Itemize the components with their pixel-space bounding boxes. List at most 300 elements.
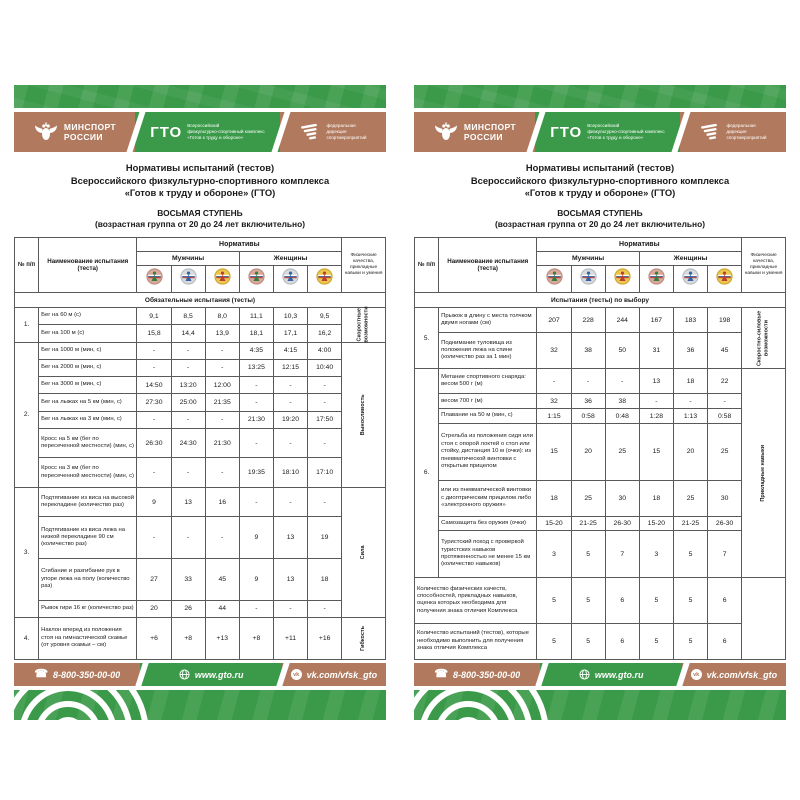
table-row xyxy=(15,377,386,394)
norm-value: - xyxy=(273,600,307,617)
row-number: 1. xyxy=(15,308,39,343)
norm-value: - xyxy=(239,377,273,394)
norm-value: +11 xyxy=(273,618,307,660)
test-name: Бег на 3000 м (мин, с) xyxy=(39,377,137,394)
top-decor-band xyxy=(14,85,386,108)
norm-value: 26-30 xyxy=(708,516,742,531)
norm-value: 4:15 xyxy=(273,342,307,359)
norm-value: 228 xyxy=(571,308,605,333)
test-name: Бег на лыжах на 3 км (мин, с) xyxy=(39,411,137,428)
norm-value: 22 xyxy=(708,369,742,394)
table-row xyxy=(15,458,386,488)
norm-value: 12:00 xyxy=(205,377,239,394)
norm-value: - xyxy=(205,359,239,376)
norm-value: 32 xyxy=(537,394,571,409)
norm-value: - xyxy=(171,517,205,559)
page-left xyxy=(14,85,386,720)
summary-value: 5 xyxy=(639,577,673,623)
norm-value: 20 xyxy=(137,600,171,617)
norm-value: 15,8 xyxy=(137,325,171,342)
norm-value: 25 xyxy=(708,423,742,480)
norm-value: 167 xyxy=(639,308,673,333)
medal-silver-icon xyxy=(673,266,707,293)
gto-subtitle xyxy=(587,123,664,141)
norm-value: 16,2 xyxy=(308,325,342,342)
contact-website xyxy=(140,663,281,686)
norm-value: 31 xyxy=(639,333,673,369)
norm-value: 17:10 xyxy=(308,458,342,488)
norm-value: 50 xyxy=(605,333,639,369)
row-number: 6. xyxy=(415,369,439,578)
quality-label-text: Прикладные навыки xyxy=(760,444,767,502)
arc-decor xyxy=(414,690,549,720)
norm-value: 13:20 xyxy=(171,377,205,394)
logo-band xyxy=(14,112,386,152)
fed-direction-logo xyxy=(280,112,386,152)
test-name: Прыжок в длину с места толчком двумя ногами (см) xyxy=(439,308,537,333)
section-title: Испытания (тесты) по выбору xyxy=(415,293,786,308)
norm-value: 15-20 xyxy=(537,516,571,531)
minsport-label xyxy=(464,122,516,142)
website-url: www.gto.ru xyxy=(594,669,644,680)
norm-value: 13 xyxy=(171,487,205,517)
norm-value: 26-30 xyxy=(605,516,639,531)
table-row xyxy=(415,394,786,409)
phone-number: 8-800-350-00-00 xyxy=(53,669,121,680)
table-row xyxy=(15,308,386,325)
fed-direction-label xyxy=(726,123,766,141)
col-header-women: Женщины xyxy=(239,252,341,266)
norm-value: 25 xyxy=(673,480,707,516)
test-name: весом 700 г (м) xyxy=(439,394,537,409)
norm-value: - xyxy=(239,394,273,411)
row-number: 3. xyxy=(15,487,39,617)
col-header-quality: Физические качества, прикладные навыки и умения xyxy=(342,238,386,293)
quality-label xyxy=(342,308,386,343)
test-name: Бег на 60 м (с) xyxy=(39,308,137,325)
stage-title: ВОСЬМАЯ СТУПЕНЬ xyxy=(557,207,643,218)
medal-gold-icon xyxy=(605,266,639,293)
norm-value: - xyxy=(537,369,571,394)
summary-value: 6 xyxy=(708,577,742,623)
norm-value: 18,1 xyxy=(239,325,273,342)
norm-value: 5 xyxy=(571,531,605,577)
summary-value: 6 xyxy=(605,624,639,660)
norm-value: 0:48 xyxy=(605,409,639,424)
norm-value: 3 xyxy=(639,531,673,577)
quality-label xyxy=(742,308,786,369)
table-row xyxy=(415,516,786,531)
contact-phone xyxy=(414,663,540,686)
minsport-logo xyxy=(414,112,535,152)
quality-label xyxy=(342,487,386,617)
summary-value: 5 xyxy=(639,624,673,660)
col-header-name: Наименование испытания (теста) xyxy=(39,238,137,293)
test-name: Метание спортивного снаряда: весом 500 г (м) xyxy=(439,369,537,394)
norm-value: 17,1 xyxy=(273,325,307,342)
norm-value: 18 xyxy=(537,480,571,516)
doc-title-line2: Всероссийского физкультурно-спортивного комплекса xyxy=(470,174,730,186)
norm-value: 15-20 xyxy=(639,516,673,531)
row-number: 2. xyxy=(15,342,39,487)
table-row xyxy=(15,325,386,342)
norm-value: 1:28 xyxy=(639,409,673,424)
norm-value: 30 xyxy=(708,480,742,516)
globe-icon xyxy=(579,669,590,680)
phone-icon: ☎ xyxy=(434,668,449,680)
test-name: Бег на 1000 м (мин, с) xyxy=(39,342,137,359)
norm-value: 15 xyxy=(537,423,571,480)
quality-empty-cell xyxy=(742,577,786,659)
norm-value: - xyxy=(639,394,673,409)
vk-url: vk.com/vfsk_gto xyxy=(706,669,778,680)
doc-title-line3: «Готов к труду и обороне» (ГТО) xyxy=(124,187,276,198)
norm-value: 13,9 xyxy=(205,325,239,342)
norm-value: 14:50 xyxy=(137,377,171,394)
contact-website xyxy=(540,663,681,686)
norm-value: - xyxy=(205,517,239,559)
norm-value: - xyxy=(239,487,273,517)
contact-vk xyxy=(682,663,786,686)
col-header-quality: Физические качества, прикладные навыки и умения xyxy=(742,238,786,293)
norm-value: 13 xyxy=(639,369,673,394)
fed-direction-icon xyxy=(699,121,721,143)
medal-gold-icon xyxy=(308,266,342,293)
norm-value: +6 xyxy=(137,618,171,660)
summary-row xyxy=(415,577,786,623)
norm-value: - xyxy=(205,342,239,359)
norm-value: 45 xyxy=(205,559,239,601)
norm-value: 5 xyxy=(673,531,707,577)
norm-value: 19 xyxy=(308,517,342,559)
table-row xyxy=(15,411,386,428)
minsport-label xyxy=(64,122,116,142)
norm-value: 7 xyxy=(605,531,639,577)
fed-direction-label xyxy=(326,123,366,141)
norm-value: 13 xyxy=(273,559,307,601)
norm-value: 24:30 xyxy=(171,428,205,458)
logo-band xyxy=(414,112,786,152)
norm-value: 18 xyxy=(673,369,707,394)
norm-value: 20 xyxy=(571,423,605,480)
norm-value: 0:58 xyxy=(708,409,742,424)
stage-subtitle: (возрастная группа от 20 до 24 лет включительно) xyxy=(494,218,706,229)
norm-value: 18 xyxy=(308,559,342,601)
quality-label xyxy=(742,369,786,578)
vk-url: vk.com/vfsk_gto xyxy=(306,669,378,680)
fed-line1: федеральная xyxy=(326,123,356,128)
test-name: Поднимание туловища из положения лежа на спине (количество раз за 1 мин) xyxy=(439,333,537,369)
norm-value: 16 xyxy=(205,487,239,517)
test-name: Подтягивание из виса на высокой перекладине (количество раз) xyxy=(39,487,137,517)
norm-value: 26 xyxy=(171,600,205,617)
norm-value: 9 xyxy=(239,559,273,601)
col-header-num: № п/п xyxy=(15,238,39,293)
norm-value: 19:35 xyxy=(239,458,273,488)
test-name: Бег на лыжах на 5 км (мин, с) xyxy=(39,394,137,411)
medal-silver-icon xyxy=(273,266,307,293)
summary-value: 5 xyxy=(673,624,707,660)
standards-table xyxy=(14,237,386,660)
norm-value: 21:30 xyxy=(239,411,273,428)
norm-value: 244 xyxy=(605,308,639,333)
doc-title-line1: Нормативы испытаний (тестов) xyxy=(125,162,275,173)
contact-strip xyxy=(14,663,386,686)
test-name: Наклон вперед из положения стоя на гимнастической скамье (от уровня скамьи – см) xyxy=(39,618,137,660)
norm-value: 36 xyxy=(571,394,605,409)
norm-value: 183 xyxy=(673,308,707,333)
medal-bronze-icon xyxy=(639,266,673,293)
medal-bronze-icon xyxy=(239,266,273,293)
norm-value: 21-25 xyxy=(571,516,605,531)
summary-value: 6 xyxy=(708,624,742,660)
table-row xyxy=(415,423,786,480)
fed-direction-icon xyxy=(299,121,321,143)
col-header-men: Мужчины xyxy=(137,252,239,266)
globe-icon xyxy=(179,669,190,680)
norm-value: - xyxy=(137,517,171,559)
table-row xyxy=(15,618,386,660)
norm-value: 10:40 xyxy=(308,359,342,376)
quality-label xyxy=(342,618,386,660)
norm-value: 11,1 xyxy=(239,308,273,325)
gto-line3: «Готов к труду и обороне» xyxy=(587,135,644,140)
minsport-line2: РОССИИ xyxy=(463,132,503,142)
medal-bronze-icon xyxy=(137,266,171,293)
phone-number: 8-800-350-00-00 xyxy=(453,669,521,680)
norm-value: - xyxy=(273,394,307,411)
top-decor-band xyxy=(414,85,786,108)
norm-value: 33 xyxy=(171,559,205,601)
summary-value: 5 xyxy=(537,624,571,660)
test-name: Бег на 100 м (с) xyxy=(39,325,137,342)
norm-value: +8 xyxy=(239,618,273,660)
minsport-eagle-icon xyxy=(33,120,59,144)
phone-icon: ☎ xyxy=(34,668,49,680)
stage-subtitle: (возрастная группа от 20 до 24 лет включительно) xyxy=(94,218,306,229)
summary-value: 5 xyxy=(673,577,707,623)
table-row xyxy=(15,559,386,601)
norm-value: 38 xyxy=(571,333,605,369)
norm-value: +13 xyxy=(205,618,239,660)
norm-value: 18:10 xyxy=(273,458,307,488)
norm-value: 30 xyxy=(605,480,639,516)
norm-value: 13 xyxy=(273,517,307,559)
test-name: Бег на 2000 м (мин, с) xyxy=(39,359,137,376)
norm-value: - xyxy=(708,394,742,409)
norm-value: 19:20 xyxy=(273,411,307,428)
table-row xyxy=(15,517,386,559)
norm-value: 1:15 xyxy=(537,409,571,424)
norm-value: - xyxy=(605,369,639,394)
summary-value: 5 xyxy=(537,577,571,623)
norm-value: 12:15 xyxy=(273,359,307,376)
arc-decor xyxy=(14,690,149,720)
fed-line3: спортмероприятий xyxy=(326,135,367,140)
norm-value: - xyxy=(273,428,307,458)
section-title: Обязательные испытания (тесты) xyxy=(15,293,386,308)
row-number: 5. xyxy=(415,308,439,369)
summary-label: Количество испытаний (тестов), которые необходимо выполнить для получения знака отличия Комплекса xyxy=(415,624,537,660)
test-name: Рывок гири 16 кг (количество раз) xyxy=(39,600,137,617)
table-row xyxy=(15,600,386,617)
norm-value: 10,3 xyxy=(273,308,307,325)
table-row xyxy=(415,369,786,394)
norm-value: 15 xyxy=(639,423,673,480)
gto-logo-segment xyxy=(535,112,680,152)
norm-value: - xyxy=(137,359,171,376)
norm-value: 20 xyxy=(673,423,707,480)
contact-strip xyxy=(414,663,786,686)
minsport-line1: МИНСПОРТ xyxy=(463,122,517,132)
table-row xyxy=(415,409,786,424)
norm-value: 0:58 xyxy=(571,409,605,424)
gto-logo-text: ГТО xyxy=(150,123,183,141)
col-header-women: Женщины xyxy=(639,252,741,266)
col-header-num: № п/п xyxy=(415,238,439,293)
norm-value: 207 xyxy=(537,308,571,333)
norm-value: 21:30 xyxy=(205,428,239,458)
norm-value: 198 xyxy=(708,308,742,333)
norm-value: - xyxy=(273,487,307,517)
row-number: 4. xyxy=(15,618,39,660)
gto-line1: Всероссийский xyxy=(587,123,620,128)
doc-title-line3: «Готов к труду и обороне» (ГТО) xyxy=(524,187,676,198)
norm-value: 4:00 xyxy=(308,342,342,359)
norm-value: 18 xyxy=(639,480,673,516)
standards-table-wrap xyxy=(14,237,386,660)
minsport-logo xyxy=(14,112,135,152)
norm-value: 3 xyxy=(537,531,571,577)
minsport-line1: МИНСПОРТ xyxy=(63,122,117,132)
norm-value: - xyxy=(673,394,707,409)
test-name: Кросс на 3 км (бег по пересеченной местности) (мин, с) xyxy=(39,458,137,488)
norm-value: 13:25 xyxy=(239,359,273,376)
standards-table-wrap xyxy=(414,237,786,660)
quality-label-text: Скоростно-силовые возможности xyxy=(756,310,770,366)
doc-title-line2: Всероссийского физкультурно-спортивного комплекса xyxy=(70,174,330,186)
bottom-decor-band xyxy=(14,690,386,720)
table-row xyxy=(15,394,386,411)
doc-title-line1: Нормативы испытаний (тестов) xyxy=(525,162,675,173)
norm-value: 45 xyxy=(708,333,742,369)
norm-value: - xyxy=(239,600,273,617)
standards-table xyxy=(414,237,786,660)
test-name: Туристский поход с проверкой туристских навыков протяженностью не менее 15 км (количество навыков) xyxy=(439,531,537,577)
norm-value: 27 xyxy=(137,559,171,601)
gto-line2: физкультурно-спортивный комплекс xyxy=(187,129,265,134)
table-row xyxy=(15,342,386,359)
medal-gold-icon xyxy=(708,266,742,293)
quality-label-text: Выносливость xyxy=(360,394,367,436)
norm-value: - xyxy=(137,458,171,488)
norm-value: 1:13 xyxy=(673,409,707,424)
norm-value: 4:35 xyxy=(239,342,273,359)
table-row xyxy=(415,480,786,516)
norm-value: 32 xyxy=(537,333,571,369)
norm-value: 9,5 xyxy=(308,308,342,325)
test-name: или из пневматической винтовки с диоптрическим прицелом либо «электронного оружия» xyxy=(439,480,537,516)
fed-line2: дирекция xyxy=(326,129,347,134)
norm-value: 9 xyxy=(137,487,171,517)
summary-label: Количество физических качеств, способностей, прикладных навыков, оценка которых необходима для получения знака отличия Комплекса xyxy=(415,577,537,623)
test-name: Кросс на 5 км (бег по пересеченной местности) (мин, с) xyxy=(39,428,137,458)
bottom-decor-band xyxy=(414,690,786,720)
norm-value: - xyxy=(171,411,205,428)
contact-vk xyxy=(282,663,386,686)
gto-line1: Всероссийский xyxy=(187,123,220,128)
gto-line2: физкультурно-спортивный комплекс xyxy=(587,129,665,134)
summary-value: 6 xyxy=(605,577,639,623)
table-row xyxy=(15,487,386,517)
norm-value: - xyxy=(205,411,239,428)
norm-value: - xyxy=(171,342,205,359)
stage-title: ВОСЬМАЯ СТУПЕНЬ xyxy=(157,207,243,218)
norm-value: 17:50 xyxy=(308,411,342,428)
vk-icon: vk xyxy=(291,669,302,680)
table-row xyxy=(15,359,386,376)
norm-value: 9 xyxy=(239,517,273,559)
norm-value: 7 xyxy=(708,531,742,577)
norm-value: 14,4 xyxy=(171,325,205,342)
table-row xyxy=(15,428,386,458)
norm-value: 9,1 xyxy=(137,308,171,325)
norm-value: 25 xyxy=(605,423,639,480)
vk-icon: vk xyxy=(691,669,702,680)
medal-bronze-icon xyxy=(537,266,571,293)
summary-value: 5 xyxy=(571,624,605,660)
title-block xyxy=(414,152,786,237)
gto-line3: «Готов к труду и обороне» xyxy=(187,135,244,140)
norm-value: - xyxy=(239,428,273,458)
summary-value: 5 xyxy=(571,577,605,623)
norm-value: 25:00 xyxy=(171,394,205,411)
gto-subtitle xyxy=(187,123,264,141)
summary-row xyxy=(415,624,786,660)
norm-value: 44 xyxy=(205,600,239,617)
norm-value: 38 xyxy=(605,394,639,409)
norm-value: 36 xyxy=(673,333,707,369)
test-name: Плавание на 50 м (мин, с) xyxy=(439,409,537,424)
quality-label xyxy=(342,342,386,487)
test-name: Сгибание и разгибание рук в упоре лежа на полу (количество раз) xyxy=(39,559,137,601)
gto-logo-segment xyxy=(135,112,280,152)
norm-value: 27:30 xyxy=(137,394,171,411)
gto-logo-text: ГТО xyxy=(550,123,583,141)
quality-label-text: Гибкость xyxy=(360,626,367,651)
norm-value: - xyxy=(308,394,342,411)
norm-value: - xyxy=(205,458,239,488)
norm-value: - xyxy=(171,359,205,376)
norm-value: - xyxy=(308,377,342,394)
website-url: www.gto.ru xyxy=(194,669,244,680)
norm-value: - xyxy=(308,428,342,458)
test-name: Подтягивание из виса лежа на низкой перекладине 90 см (количество раз) xyxy=(39,517,137,559)
norm-value: - xyxy=(571,369,605,394)
norm-value: +16 xyxy=(308,618,342,660)
table-row xyxy=(415,531,786,577)
norm-value: 21:35 xyxy=(205,394,239,411)
norm-value: 26:30 xyxy=(137,428,171,458)
quality-label-text: Скоростные возможности xyxy=(356,306,370,343)
col-header-name: Наименование испытания (теста) xyxy=(439,238,537,293)
medal-silver-icon xyxy=(571,266,605,293)
title-block xyxy=(14,152,386,237)
minsport-line2: РОССИИ xyxy=(63,132,103,142)
norm-value: 8,5 xyxy=(171,308,205,325)
test-name: Самозащита без оружия (очки) xyxy=(439,516,537,531)
fed-line1: федеральная xyxy=(726,123,756,128)
